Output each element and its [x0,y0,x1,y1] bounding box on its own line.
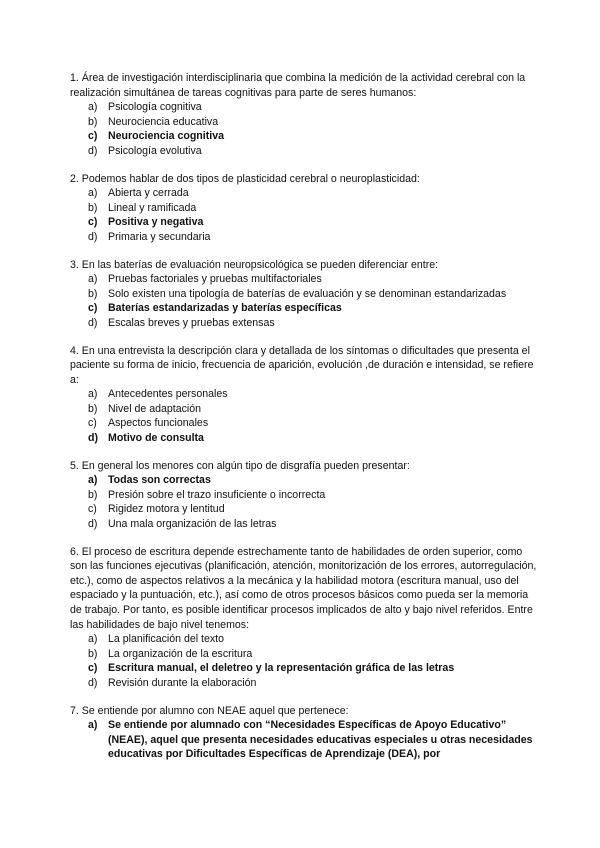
option-letter: d) [88,230,98,243]
answer-option [70,115,540,130]
option-letter: d) [88,676,98,689]
option-text: Revisión durante la elaboración [108,676,257,689]
question-4 [70,344,540,446]
answer-option [70,186,540,201]
answer-option [70,402,540,417]
option-text: Primaria y secundaria [108,230,211,243]
option-letter: c) [88,417,97,430]
correct-answer-option [70,661,540,676]
option-letter: a) [88,388,98,401]
question-text: 3. En las baterías de evaluación neuropsicológica se pueden diferenciar entre: [70,258,439,271]
option-letter: b) [88,115,98,128]
option-text: Psicología cognitiva [108,101,202,114]
option-text: Positiva y negativa [108,216,204,229]
answer-option [70,144,540,159]
option-letter: c) [88,662,98,675]
option-letter: c) [88,216,98,229]
answer-options [70,718,540,762]
option-text: Se entiende por alumnado con “Necesidades Específicas de Apoyo Educativo” (NEAE), aquel que presenta necesidades educativas especiales u otras necesidades educativas por Dificultades Específicas de Aprendizaje (DEA), por [108,719,533,761]
answer-option [70,287,540,302]
option-text: Todas son correctas [108,474,211,487]
option-text: Psicología evolutiva [108,144,202,157]
option-letter: b) [88,488,98,501]
answer-options [70,387,540,445]
option-text: Rigidez motora y lentitud [108,503,225,516]
correct-answer-option [70,431,540,446]
question-text: 6. El proceso de escritura depende estrechamente tanto de habilidades de orden superior, como son las funciones ejecutivas (planificación, atención, monitorización de los errores, autorregulación, etc.), como de aspectos relativos a la mecánica y la habilidad motora (escritura manual, uso del espaciado y la puntuación, etc.), así como de otros procesos básicos como pueda ser la memoria de trabajo. Por tanto, es posible identificar procesos implicados de alto y bajo nivel referidos. Entre las habilidades de bajo nivel tenemos: [70,545,537,631]
correct-answer-option [70,215,540,230]
question-text: 1. Área de investigación interdisciplinaria que combina la medición de la actividad cerebral con la realización simultánea de tareas cognitivas para parte de seres humanos: [70,72,526,99]
option-text: Neurociencia educativa [108,115,219,128]
option-text: Lineal y ramificada [108,201,197,214]
answer-option [70,647,540,662]
answer-option [70,316,540,331]
option-letter: b) [88,287,98,300]
option-text: Pruebas factoriales y pruebas multifactoriales [108,273,322,286]
answer-option [70,230,540,245]
question-2 [70,172,540,245]
option-text: Abierta y cerrada [108,187,189,200]
answer-option [70,488,540,503]
option-letter: a) [88,719,98,732]
correct-answer-option [70,718,540,762]
option-text: Aspectos funcionales [108,417,209,430]
answer-option [70,416,540,431]
option-text: Una mala organización de las letras [108,518,277,531]
question-text: 5. En general los menores con algún tipo de disgrafía pueden presentar: [70,459,410,472]
option-letter: c) [88,503,97,516]
option-letter: a) [88,633,98,646]
answer-options [70,272,540,330]
option-text: Nivel de adaptación [108,402,202,415]
option-letter: c) [88,130,98,143]
option-letter: d) [88,144,98,157]
option-letter: b) [88,201,98,214]
question-5 [70,459,540,532]
question-7 [70,704,540,762]
answer-option [70,100,540,115]
option-text: Antecedentes personales [108,388,228,401]
question-6 [70,545,540,691]
answer-options [70,186,540,244]
option-text: Presión sobre el trazo insuficiente o incorrecta [108,488,326,501]
answer-option [70,387,540,402]
option-letter: a) [88,101,98,114]
answer-option [70,502,540,517]
option-letter: d) [88,518,98,531]
question-text: 7. Se entiende por alumno con NEAE aquel que pertenece: [70,704,349,717]
option-letter: a) [88,187,98,200]
answer-option [70,201,540,216]
option-text: Motivo de consulta [108,432,204,445]
option-text: Escalas breves y pruebas extensas [108,316,275,329]
option-text: Solo existen una tipología de baterías de evaluación y se denominan estandarizadas [108,287,507,300]
option-text: La organización de la escritura [108,647,253,660]
answer-option [70,632,540,647]
option-letter: a) [88,273,98,286]
correct-answer-option [70,473,540,488]
option-letter: a) [88,474,98,487]
option-letter: d) [88,316,98,329]
option-text: Baterías estandarizadas y baterías específicas [108,302,342,315]
answer-option [70,272,540,287]
answer-options [70,100,540,158]
option-text: La planificación del texto [108,633,225,646]
option-letter: b) [88,402,98,415]
option-letter: c) [88,302,98,315]
question-text: 2. Podemos hablar de dos tipos de plasticidad cerebral o neuroplasticidad: [70,172,420,185]
question-text: 4. En una entrevista la descripción clara y detallada de los síntomas o dificultades que presenta el paciente su forma de inicio, frecuencia de aparición, evolución ,de duración e intensidad, se refiere a: [70,344,534,386]
option-letter: b) [88,647,98,660]
option-letter: d) [88,432,98,445]
correct-answer-option [70,129,540,144]
correct-answer-option [70,301,540,316]
question-1 [70,71,540,159]
question-3 [70,258,540,331]
option-text: Neurociencia cognitiva [108,130,224,143]
quiz-content [70,71,540,775]
answer-option [70,676,540,691]
answer-option [70,517,540,532]
option-text: Escritura manual, el deletreo y la representación gráfica de las letras [108,662,455,675]
answer-options [70,632,540,690]
answer-options [70,473,540,531]
